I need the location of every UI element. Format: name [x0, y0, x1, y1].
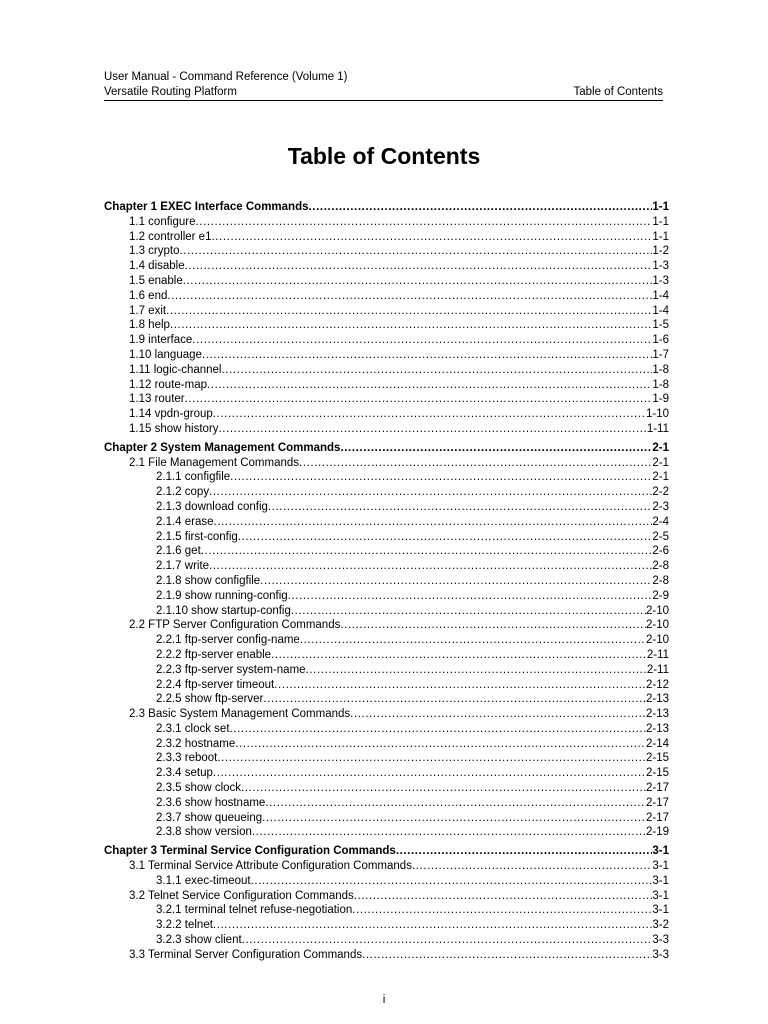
dot-leader	[209, 559, 652, 574]
toc-entry[interactable]	[104, 766, 669, 781]
dot-leader	[263, 692, 646, 707]
toc-entry-label: Chapter 3 Terminal Service Configuration Commands	[104, 845, 396, 858]
toc-entry-label: 2.3.2 hostname	[156, 737, 236, 750]
toc-entry-page: 2-13	[645, 708, 669, 721]
dot-leader	[180, 244, 653, 259]
toc-chapter-entry[interactable]	[104, 441, 669, 456]
toc-entry[interactable]	[104, 230, 669, 245]
header-manual-title: User Manual - Command Reference (Volume 1)	[104, 71, 348, 83]
toc-entry-label: 2.1.4 erase	[156, 515, 214, 528]
toc-entry-page: 2-11	[646, 648, 669, 661]
running-header	[104, 70, 663, 99]
dot-leader	[166, 304, 652, 319]
toc-entry-label: 2.2.2 ftp-server enable	[156, 648, 272, 661]
dot-leader	[241, 781, 646, 796]
toc-entry-label: 1.4 disable	[129, 260, 185, 273]
toc-entry[interactable]	[104, 707, 669, 722]
toc-entry-label: 2.2.5 show ftp-server	[156, 693, 264, 706]
toc-entry-label: 2.1 File Management Commands	[129, 456, 300, 469]
toc-entry-label: 2.3.8 show version	[156, 826, 252, 839]
toc-entry-page: 2-9	[652, 589, 669, 602]
toc-entry[interactable]	[104, 604, 669, 619]
toc-entry-page: 2-13	[645, 722, 669, 735]
toc-entry[interactable]	[104, 737, 669, 752]
toc-entry[interactable]	[104, 663, 669, 678]
toc-entry-page: 1-3	[652, 260, 669, 273]
toc-entry-page: 2-3	[652, 500, 669, 513]
toc-entry[interactable]	[104, 948, 669, 963]
toc-entry-label: 2.3.6 show hostname	[156, 796, 266, 809]
toc-entry-page: 3-3	[652, 934, 669, 947]
toc-entry-page: 1-1	[652, 215, 669, 228]
toc-entry-page: 1-7	[652, 348, 669, 361]
toc-entry[interactable]	[104, 304, 669, 319]
toc-entry-label: 1.14 vpdn-group	[129, 408, 213, 421]
dot-leader	[183, 274, 653, 289]
toc-entry-page: 1-3	[652, 274, 669, 287]
toc-entry-label: 1.7 exit	[129, 304, 167, 317]
toc-entry[interactable]	[104, 633, 669, 648]
toc-entry-label: 2.1.5 first-config	[156, 530, 238, 543]
dot-leader	[230, 470, 652, 485]
dot-leader	[219, 422, 647, 437]
toc-entry-page: 2-8	[652, 574, 669, 587]
dot-leader	[274, 678, 646, 693]
toc-entry[interactable]	[104, 215, 669, 230]
toc-entry-label: 2.2.3 ftp-server system-name	[156, 663, 306, 676]
toc-chapter-entry[interactable]	[104, 200, 669, 215]
dot-leader	[291, 604, 646, 619]
dot-leader	[185, 259, 653, 274]
toc-entry[interactable]	[104, 811, 669, 826]
toc-entry[interactable]	[104, 618, 669, 633]
toc-entry-page: 1-5	[652, 319, 669, 332]
toc-entry[interactable]	[104, 274, 669, 289]
toc-entry-label: 2.1.7 write	[156, 560, 210, 573]
toc-entry[interactable]	[104, 333, 669, 348]
toc-entry[interactable]	[104, 392, 669, 407]
dot-leader	[262, 811, 646, 826]
toc-entry-page: 2-12	[645, 678, 669, 691]
toc-entry-page: 1-11	[646, 422, 669, 435]
toc-entry[interactable]	[104, 363, 669, 378]
toc-entry-label: Chapter 1 EXEC Interface Commands	[104, 201, 309, 213]
toc-entry-label: 2.3 Basic System Management Commands	[129, 708, 351, 721]
dot-leader	[207, 378, 652, 393]
toc-entry[interactable]	[104, 407, 669, 422]
toc-entry-label: 2.1.9 show running-config	[156, 589, 288, 602]
table-of-contents	[104, 200, 669, 963]
toc-entry-page: 1-10	[645, 408, 669, 421]
toc-entry-label: 2.2.1 ftp-server config-name	[156, 634, 300, 647]
toc-entry-page: 3-3	[652, 948, 669, 961]
toc-entry[interactable]	[104, 348, 669, 363]
toc-entry-page: 1-8	[652, 378, 669, 391]
toc-entry-label: 3.2.2 telnet	[156, 919, 213, 932]
toc-entry-page: 2-13	[645, 693, 669, 706]
dot-leader	[252, 825, 646, 840]
toc-entry[interactable]	[104, 422, 669, 437]
toc-entry-label: 2.1.8 show configfile	[156, 574, 261, 587]
toc-entry[interactable]	[104, 559, 669, 574]
dot-leader	[202, 348, 652, 363]
dot-leader	[300, 633, 646, 648]
toc-entry[interactable]	[104, 796, 669, 811]
toc-entry-page: 2-4	[652, 515, 669, 528]
dot-leader	[362, 948, 652, 963]
dot-leader	[230, 722, 646, 737]
toc-entry-label: 1.12 route-map	[129, 378, 207, 391]
header-rule	[104, 100, 663, 101]
toc-entry[interactable]	[104, 485, 669, 500]
toc-entry-label: 3.2.1 terminal telnet refuse-negotiation	[156, 904, 353, 917]
toc-entry-page: 2-1	[652, 441, 669, 454]
toc-entry-page: 2-11	[646, 663, 669, 676]
dot-leader	[238, 530, 653, 545]
page-title: Table of Contents	[287, 143, 481, 169]
toc-entry-page: 2-6	[652, 545, 669, 558]
toc-entry-label: 2.2 FTP Server Configuration Commands	[129, 619, 341, 632]
toc-entry-page: 1-4	[652, 304, 669, 317]
toc-entry[interactable]	[104, 722, 669, 737]
toc-entry[interactable]	[104, 589, 669, 604]
toc-entry-label: 1.1 configure	[129, 215, 196, 228]
dot-leader	[211, 230, 652, 245]
toc-entry-label: 1.13 router	[129, 393, 185, 406]
toc-entry-page: 3-1	[652, 904, 669, 917]
toc-entry-page: 1-9	[652, 393, 669, 406]
toc-entry-page: 2-15	[645, 752, 669, 765]
toc-entry[interactable]	[104, 903, 669, 918]
dot-leader	[235, 737, 646, 752]
toc-entry-label: 1.11 logic-channel	[129, 363, 222, 376]
toc-entry-label: Chapter 2 System Management Commands	[104, 441, 341, 454]
toc-entry-page: 2-2	[652, 486, 669, 499]
toc-entry[interactable]	[104, 378, 669, 393]
toc-entry-page: 1-2	[652, 245, 669, 258]
toc-entry[interactable]	[104, 751, 669, 766]
toc-entry-page: 2-17	[645, 811, 669, 824]
toc-entry-page: 2-10	[645, 634, 669, 647]
toc-entry-label: 3.3 Terminal Server Configuration Commands	[129, 948, 363, 961]
toc-entry-page: 1-1	[652, 230, 669, 243]
toc-entry-label: 2.3.1 clock set	[156, 722, 230, 735]
toc-entry-page: 3-1	[652, 889, 669, 902]
toc-entry[interactable]	[104, 259, 669, 274]
toc-entry-label: 1.9 interface	[129, 334, 193, 347]
dot-leader	[299, 456, 652, 471]
toc-entry[interactable]	[104, 244, 669, 259]
dot-leader	[309, 200, 653, 215]
page-number: i	[382, 994, 386, 1006]
toc-entry[interactable]	[104, 500, 669, 515]
toc-entry-label: 1.15 show history	[129, 422, 219, 435]
toc-entry-label: 1.6 end	[129, 289, 168, 302]
dot-leader	[185, 392, 653, 407]
toc-entry[interactable]	[104, 889, 669, 904]
toc-entry[interactable]	[104, 530, 669, 545]
dot-leader	[354, 889, 653, 904]
toc-entry-label: 2.1.2 copy	[156, 486, 210, 499]
dot-leader	[201, 544, 653, 559]
toc-chapter-entry[interactable]	[104, 844, 669, 859]
toc-entry[interactable]	[104, 515, 669, 530]
header-section-name: Table of Contents	[573, 85, 663, 98]
dot-leader	[170, 318, 652, 333]
dot-leader	[196, 215, 653, 230]
toc-entry-page: 3-1	[652, 860, 669, 873]
toc-entry-page: 2-17	[645, 782, 669, 795]
toc-entry-page: 2-10	[645, 604, 669, 617]
toc-entry-page: 3-1	[652, 874, 669, 887]
toc-entry-label: 3.2.3 show client	[156, 934, 242, 947]
toc-entry-page: 2-10	[645, 619, 669, 632]
dot-leader	[242, 933, 653, 948]
dot-leader	[222, 363, 653, 378]
dot-leader	[209, 485, 652, 500]
dot-leader	[271, 648, 647, 663]
toc-entry[interactable]	[104, 648, 669, 663]
toc-entry[interactable]	[104, 859, 669, 874]
toc-entry-page: 1-4	[652, 289, 669, 302]
dot-leader	[396, 844, 653, 859]
dot-leader	[350, 707, 646, 722]
dot-leader	[214, 515, 653, 530]
toc-entry-label: 3.2 Telnet Service Configuration Commands	[129, 889, 354, 902]
toc-entry-page: 1-8	[652, 363, 669, 376]
toc-entry[interactable]	[104, 918, 669, 933]
dot-leader	[213, 766, 646, 781]
toc-entry[interactable]	[104, 781, 669, 796]
dot-leader	[352, 903, 652, 918]
toc-entry-page: 2-5	[652, 530, 669, 543]
dot-leader	[412, 859, 652, 874]
toc-entry-label: 2.3.3 reboot	[156, 752, 218, 765]
dot-leader	[251, 874, 653, 889]
dot-leader	[217, 751, 646, 766]
toc-entry-label: 2.1.6 get	[156, 545, 201, 558]
toc-entry-label: 2.3.5 show clock	[156, 782, 242, 795]
toc-entry-page: 2-1	[652, 456, 669, 469]
toc-entry-label: 2.1.3 download config	[156, 500, 268, 513]
dot-leader	[213, 407, 646, 422]
toc-entry-label: 2.3.7 show queueing	[156, 811, 263, 824]
toc-entry[interactable]	[104, 874, 669, 889]
toc-entry-page: 1-1	[652, 201, 669, 213]
dot-leader	[260, 574, 652, 589]
toc-entry-label: 1.10 language	[129, 348, 202, 361]
header-product-name: Versatile Routing Platform	[104, 85, 237, 98]
toc-entry[interactable]	[104, 933, 669, 948]
dot-leader	[268, 500, 652, 515]
dot-leader	[340, 441, 652, 456]
toc-entry-label: 2.1.1 configfile	[156, 471, 231, 484]
toc-entry-page: 1-6	[652, 334, 669, 347]
toc-entry-label: 1.8 help	[129, 319, 170, 332]
toc-entry-page: 2-1	[652, 471, 669, 484]
toc-entry-label: 2.2.4 ftp-server timeout	[156, 678, 275, 691]
toc-entry[interactable]	[104, 318, 669, 333]
toc-entry[interactable]	[104, 289, 669, 304]
dot-leader	[288, 589, 653, 604]
toc-entry[interactable]	[104, 825, 669, 840]
dot-leader	[192, 333, 652, 348]
dot-leader	[306, 663, 647, 678]
toc-entry-label: 1.2 controller e1	[129, 230, 212, 243]
toc-entry-page: 2-17	[645, 796, 669, 809]
toc-entry-page: 3-1	[652, 845, 669, 858]
toc-entry[interactable]	[104, 574, 669, 589]
toc-entry[interactable]	[104, 692, 669, 707]
toc-entry[interactable]	[104, 678, 669, 693]
toc-entry-page: 2-15	[645, 767, 669, 780]
dot-leader	[340, 618, 646, 633]
toc-entry[interactable]	[104, 470, 669, 485]
toc-entry-page: 2-8	[652, 560, 669, 573]
toc-entry-label: 3.1.1 exec-timeout	[156, 874, 251, 887]
header-row	[104, 85, 663, 100]
dot-leader	[213, 918, 652, 933]
toc-entry-label: 3.1 Terminal Service Attribute Configuration Commands	[129, 860, 412, 873]
toc-entry-page: 2-19	[645, 826, 669, 839]
toc-entry[interactable]	[104, 456, 669, 471]
toc-entry-page: 2-14	[645, 737, 669, 750]
toc-entry-label: 2.1.10 show startup-config	[156, 604, 291, 617]
dot-leader	[265, 796, 646, 811]
dot-leader	[167, 289, 652, 304]
toc-entry-label: 1.3 crypto	[129, 245, 180, 258]
toc-entry-label: 1.5 enable	[129, 274, 183, 287]
toc-entry-label: 2.3.4 setup	[156, 767, 213, 780]
toc-entry-page: 3-2	[652, 919, 669, 932]
toc-entry[interactable]	[104, 544, 669, 559]
